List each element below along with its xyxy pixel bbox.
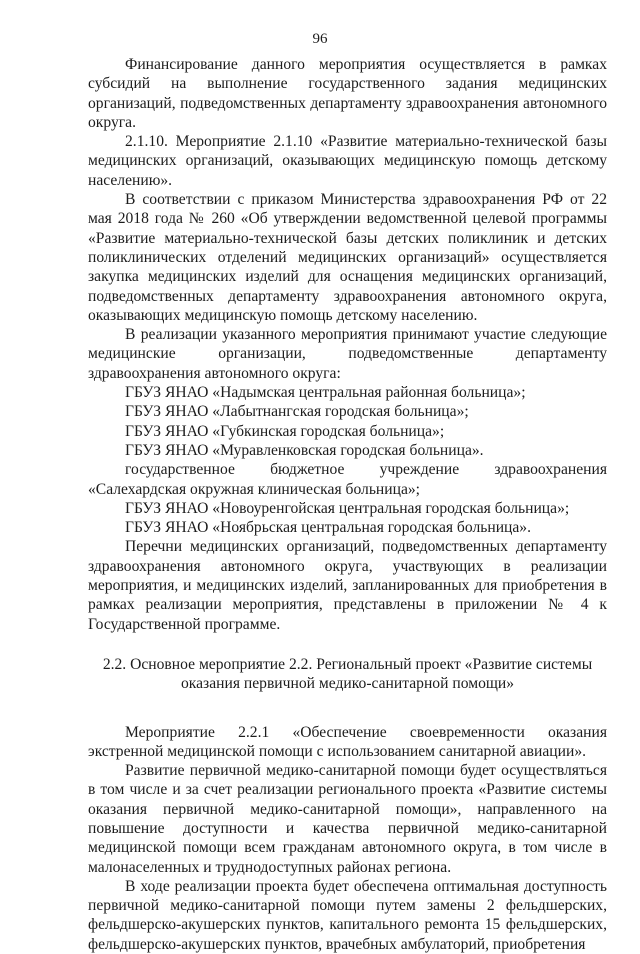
paragraph-primary-care-development: Развитие первичной медико-санитарной помощи будет осуществляться в том числе и за счет реализации регионального проекта «Развитие системы оказания первичной медико-санитарной помощи», направленного на повышение доступности и качества первичной медико-санитарной медицинской помощи всем гражданам автономного округа, в том числе в малонаселенных и труднодоступных районах региона. <box>88 762 607 876</box>
page-number: 96 <box>312 31 328 47</box>
list-item: ГБУЗ ЯНАО «Новоуренгойская центральная городская больница»; <box>125 499 570 517</box>
document-body <box>88 55 607 954</box>
paragraph-measure-2-2-1: Мероприятие 2.2.1 «Обеспечение своевременности оказания экстренной медицинской помощи с использованием санитарной авиации». <box>88 723 607 760</box>
list-item: государственное бюджетное учреждение здравоохранения «Салехардская окружная клиническая больница»; <box>88 461 607 498</box>
section-heading-line: 2.2. Основное мероприятие 2.2. Региональный проект «Развитие системы <box>102 655 593 673</box>
organization-list <box>88 383 607 537</box>
section-heading-line: оказания первичной медико-санитарной помощи» <box>180 675 515 693</box>
list-item: ГБУЗ ЯНАО «Ноябрьская центральная городская больница». <box>125 519 532 537</box>
paragraph-participants-intro: В реализации указанного мероприятия принимают участие следующие медицинские организации, подведомственные департаменту здравоохранения автономного округа: <box>88 326 607 382</box>
paragraph-financing: Финансирование данного мероприятия осуществляется в рамках субсидий на выполнение государственного задания медицинских организаций, подведомственных департаменту здравоохранения автономного округа. <box>88 56 607 131</box>
paragraph-lists-reference: Перечни медицинских организаций, подведомственных департаменту здравоохранения автономного округа, участвующих в реализации мероприятия, и медицинских изделий, запланированных для приобретения в рамках реализации мероприятия, представлены в приложении № 4 к Государственной программе. <box>88 538 607 633</box>
list-item: ГБУЗ ЯНАО «Надымская центральная районная больница»; <box>125 384 526 402</box>
paragraph-order-260: В соответствии с приказом Министерства здравоохранения РФ от 22 мая 2018 года № 260 «Об утверждении ведомственной целевой программы «Развитие материально-технической базы детских поликлиник и детских поликлинических отделений медицинских организаций» осуществляется закупка медицинских изделий для оснащения медицинских организаций, подведомственных департаменту здравоохранения автономного округа, оказывающих медицинскую помощь детскому населению. <box>88 191 607 324</box>
paragraph-measure-2-1-10: 2.1.10. Мероприятие 2.1.10 «Развитие материально-технической базы медицинских организаций, оказывающих медицинскую помощь детскому населению». <box>88 133 607 189</box>
paragraph-project-implementation: В ходе реализации проекта будет обеспечена оптимальная доступность первичной медико-санитарной помощи путем замены 2 фельдшерских, фельдшерско-акушерских пунктов, капитального ремонта 15 фельдшерских, фельдшерско-акушерских пунктов, врачебных амбулаторий, приобретения <box>88 877 607 953</box>
list-item: ГБУЗ ЯНАО «Губкинская городская больница»; <box>125 422 445 440</box>
section-heading-2-2 <box>88 655 607 694</box>
list-item: ГБУЗ ЯНАО «Лабытнангская городская больница»; <box>125 403 469 421</box>
list-item: ГБУЗ ЯНАО «Муравленковская городская больница». <box>125 441 484 459</box>
